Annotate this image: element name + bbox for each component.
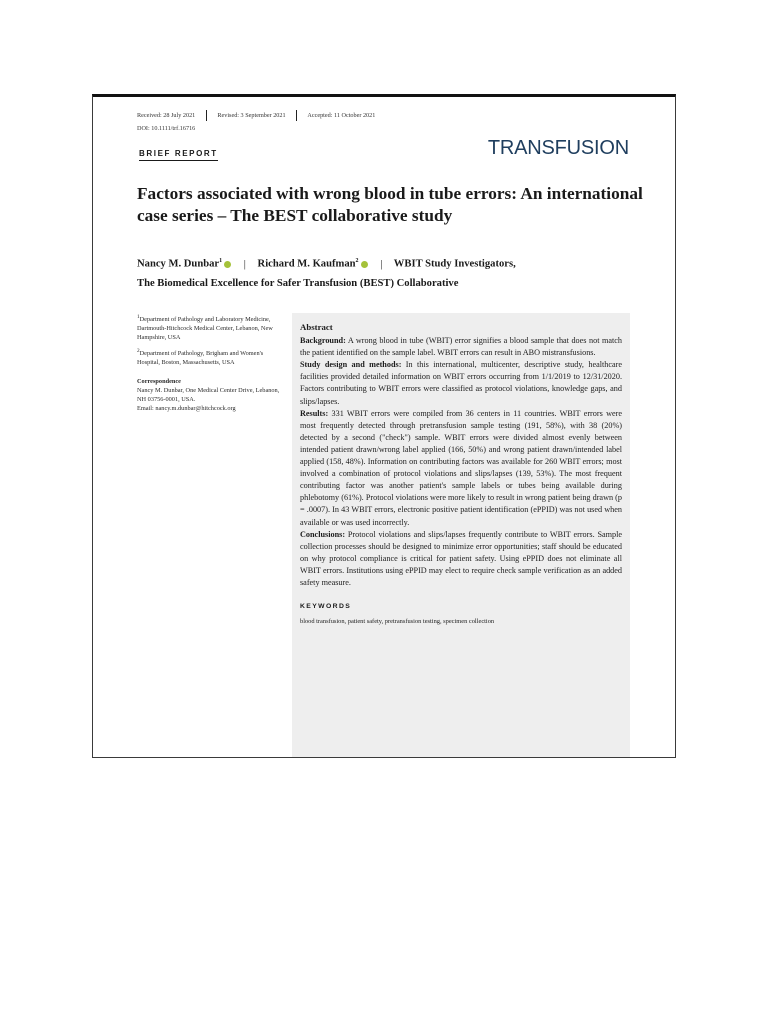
author-affil-sup: 2 [355,258,359,264]
abstract-conclusions [300,529,622,589]
conclusions-label: Conclusions: [300,529,346,539]
author-separator: | [243,258,246,270]
author-line-1 [137,252,657,274]
revised-date: Revised: 3 September 2021 [217,111,286,119]
affiliation-1 [137,313,281,342]
article-title: Factors associated with wrong blood in tube errors: An international case series – The BEST collaborative study [137,184,643,225]
article-page [92,94,676,758]
keywords-heading: KEYWORDS [300,603,352,611]
abstract-results [300,408,622,529]
author-affil-sup: 1 [219,258,223,264]
correspondence-address [137,386,281,413]
correspondence-email[interactable]: Email: nancy.m.dunbar@hitchcock.org [137,405,236,413]
affiliation-text: Department of Pathology and Laboratory Medicine, Dartmouth-Hitchcock Medical Center, Lebanon, New Hampshire, USA [137,316,273,342]
date-separator [206,110,207,121]
received-date: Received: 28 July 2021 [137,111,196,119]
orcid-icon[interactable] [224,261,231,268]
article-type: BRIEF REPORT [139,149,218,161]
correspondence-text: Nancy M. Dunbar, One Medical Center Drive, Lebanon, NH 03756-0001, USA. [137,387,280,404]
results-label: Results: [300,408,329,418]
abstract-heading: Abstract [300,322,333,332]
conclusions-text: Protocol violations and slips/lapses frequently contribute to WBIT errors. Sample collection processes should be designed to minimize error opportunities; staff should be educated on why protocol compliance is critical for patient safety. Using ePPID does not eliminate all WBIT errors. Institutions using ePPID may elect to require check sample verification as an added safety measure. [300,529,622,587]
background-text: A wrong blood in tube (WBIT) error signifies a blood sample that does not match the patient identified on the sample label. WBIT errors can result in ABO mistransfusions. [300,336,622,358]
results-text: 331 WBIT errors were compiled from 36 centers in 11 countries. WBIT errors were most frequently detected through pretransfusion sample testing (191, 58%), with 38 (20%) detected by a second ("check") sample. WBIT errors were divided almost evenly between intended patient drawn/wrong label applied (166, 50%) and wrong patient drawn/intended label applied (158, 48%). Information on contributing factors was available for 260 WBIT errors; most involved a combination of protocol violations and slips/lapses (139, 53%). The most frequent contributing factor was another patient's sample labels or tubes being available during phlebotomy (61%). Protocol violations were more likely to result in wrong patient being drawn (p = .0007). In 43 WBIT errors, electronic positive patient identification (ePPID) was not used when available or was used incorrectly. [300,408,622,527]
affiliation-2 [137,347,281,367]
affiliations [137,313,281,413]
abstract-design [300,359,622,407]
accepted-date: Accepted: 11 October 2021 [307,111,376,119]
affiliation-sup: 2 [137,348,140,355]
abstract-background [300,335,622,359]
keywords-list: blood transfusion, patient safety, pretransfusion testing, specimen collection [300,618,495,626]
background-label: Background: [300,336,346,346]
author-dunbar[interactable]: Nancy M. Dunbar [137,258,220,270]
affiliation-text: Department of Pathology, Brigham and Women's Hospital, Boston, Massachusetts, USA [137,350,264,367]
doi[interactable]: DOI: 10.1111/trf.16716 [137,125,196,132]
date-separator [296,110,297,121]
affiliation-sup: 1 [137,314,140,320]
author-kaufman[interactable]: Richard M. Kaufman [257,258,356,270]
author-collaborative: The Biomedical Excellence for Safer Transfusion (BEST) Collaborative [137,277,459,289]
journal-logo: TRANSFUSION [487,137,629,159]
design-text: In this international, multicenter, descriptive study, healthcare facilities provided detailed information on WBIT errors occurring from 1/1/2019 to 12/31/2020. Factors contributing to WBIT errors were classified as protocol violations, knowledge gaps, and slips/lapses. [300,360,622,406]
design-label: Study design and methods: [300,360,402,370]
author-group: WBIT Study Investigators, [393,258,516,270]
author-list [137,252,657,293]
article-dates [137,110,375,121]
abstract-box [292,313,630,757]
orcid-icon[interactable] [361,261,368,268]
author-separator: | [380,258,383,270]
correspondence-heading: Correspondence [137,378,181,386]
